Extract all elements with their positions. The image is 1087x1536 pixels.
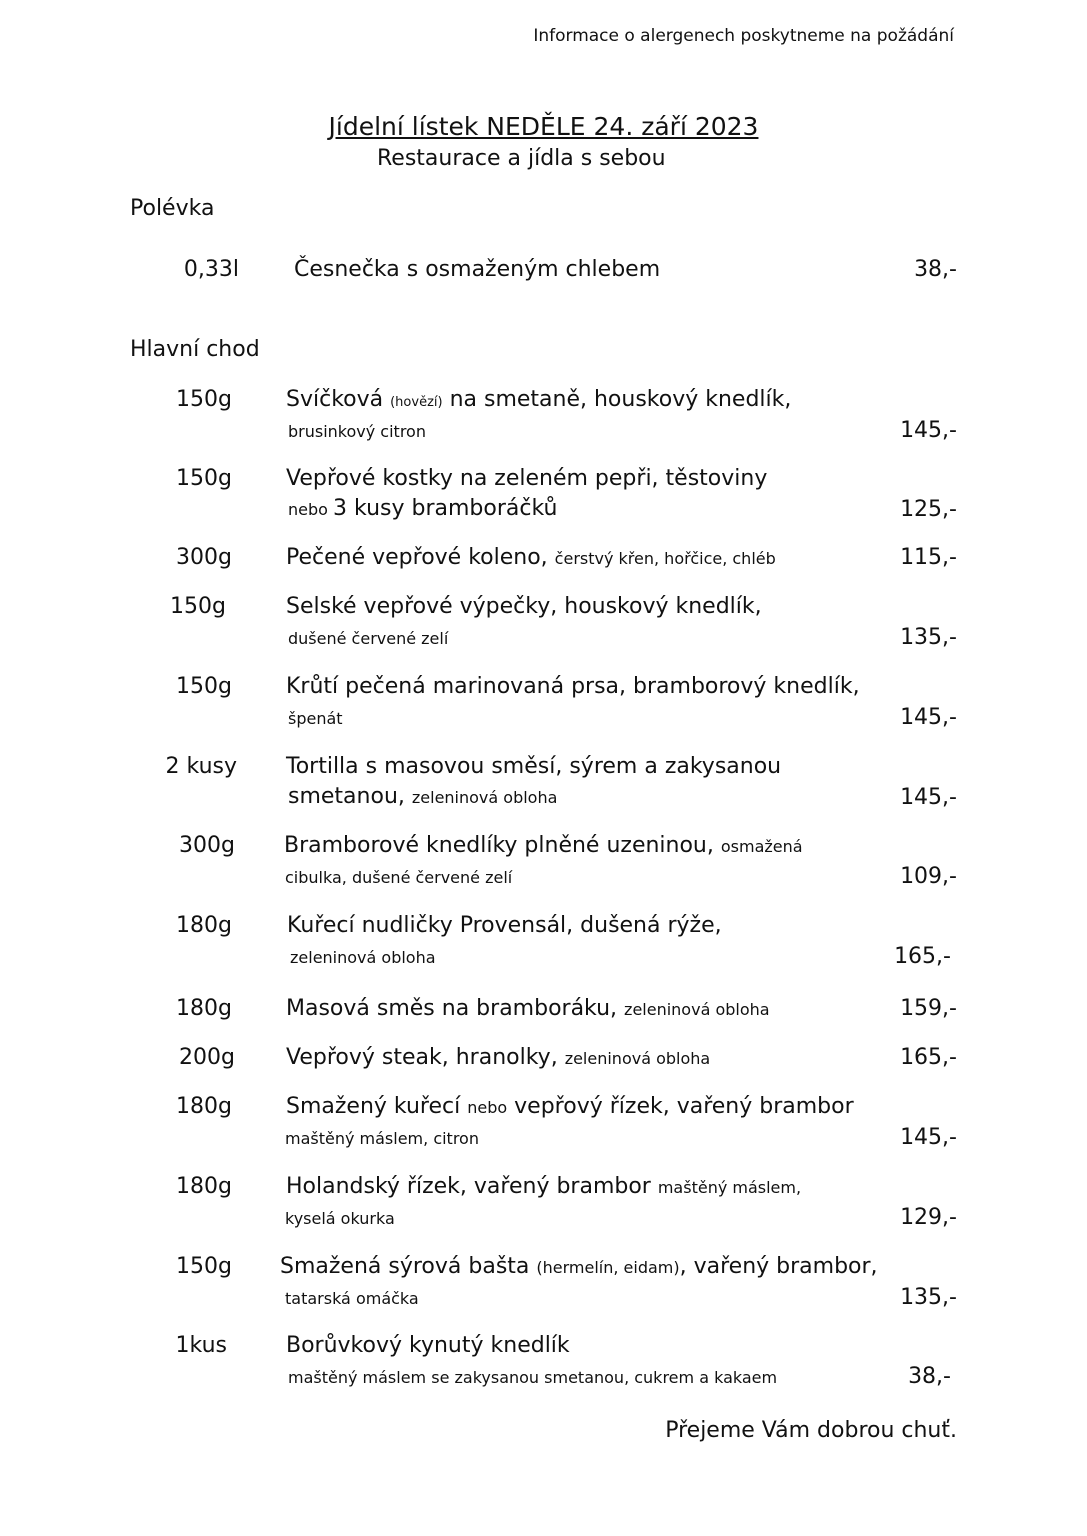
item-qty: 150g — [176, 674, 232, 699]
item-name: Holandský řízek, vařený brambor maštěný máslem, — [286, 1174, 802, 1199]
item-qty: 180g — [176, 1174, 232, 1199]
soup-price: 38,- — [914, 257, 957, 282]
item-name: Svíčková (hovězí) na smetaně, houskový knedlík, — [286, 387, 792, 412]
allergen-notice: Informace o alergenech poskytneme na požádání — [533, 26, 954, 46]
closing-wish: Přejeme Vám dobrou chuť. — [665, 1418, 957, 1443]
item-qty: 150g — [176, 1254, 232, 1279]
item-price: 135,- — [900, 625, 957, 650]
item-name: Smažená sýrová bašta (hermelín, eidam), vařený brambor, — [280, 1254, 878, 1279]
item-price: 109,- — [900, 864, 957, 889]
item-side: zeleninová obloha — [290, 948, 436, 967]
item-price: 115,- — [900, 545, 957, 570]
item-qty: 200g — [179, 1045, 235, 1070]
item-name: Tortilla s masovou směsí, sýrem a zakysanou — [286, 754, 782, 779]
item-name: Smažený kuřecí nebo vepřový řízek, vařený brambor — [286, 1094, 854, 1119]
item-price: 125,- — [900, 497, 957, 522]
item-price: 145,- — [900, 1125, 957, 1150]
item-name: Vepřový steak, hranolky, zeleninová obloha — [286, 1045, 711, 1070]
soup-qty: 0,33l — [183, 257, 239, 282]
item-price: 129,- — [900, 1205, 957, 1230]
item-side: smetanou, zeleninová obloha — [288, 784, 558, 809]
item-qty: 150g — [176, 466, 232, 491]
item-qty: 180g — [176, 1094, 232, 1119]
menu-title — [0, 112, 1087, 141]
item-side: kyselá okurka — [285, 1209, 395, 1228]
item-price: 145,- — [900, 785, 957, 810]
item-price: 165,- — [894, 944, 951, 969]
section-heading-main: Hlavní chod — [130, 337, 260, 362]
menu-title-text: Jídelní lístek NEDĚLE 24. září 2023 — [328, 112, 759, 141]
menu-subtitle: Restaurace a jídla s sebou — [377, 146, 666, 171]
item-price: 165,- — [900, 1045, 957, 1070]
section-heading-soup: Polévka — [130, 196, 215, 221]
item-qty: 2 kusy — [165, 754, 237, 779]
item-name: Borůvkový kynutý knedlík — [286, 1333, 570, 1358]
item-price: 145,- — [900, 705, 957, 730]
item-name: Pečené vepřové koleno, čerstvý křen, hořčice, chléb — [286, 545, 776, 570]
item-qty: 1kus — [175, 1333, 227, 1358]
item-name: Vepřové kostky na zeleném pepři, těstoviny — [286, 466, 768, 491]
item-qty: 300g — [179, 833, 235, 858]
item-name: Selské vepřové výpečky, houskový knedlík, — [286, 594, 762, 619]
item-qty: 300g — [176, 545, 232, 570]
item-name: Krůtí pečená marinovaná prsa, bramborový knedlík, — [286, 674, 860, 699]
item-price: 135,- — [900, 1285, 957, 1310]
soup-name: Česnečka s osmaženým chlebem — [294, 257, 661, 282]
item-price: 38,- — [908, 1364, 951, 1389]
item-qty: 180g — [176, 996, 232, 1021]
item-price: 159,- — [900, 996, 957, 1021]
item-side: cibulka, dušené červené zelí — [285, 868, 513, 887]
item-side: maštěný máslem se zakysanou smetanou, cukrem a kakaem — [288, 1368, 778, 1387]
item-side: dušené červené zelí — [288, 629, 449, 648]
item-side: špenát — [288, 709, 343, 728]
item-qty: 150g — [176, 387, 232, 412]
item-side: brusinkový citron — [288, 422, 426, 441]
item-name: Masová směs na bramboráku, zeleninová obloha — [286, 996, 770, 1021]
item-qty: 180g — [176, 913, 232, 938]
item-qty: 150g — [170, 594, 226, 619]
item-name: Kuřecí nudličky Provensál, dušená rýže, — [287, 913, 722, 938]
item-side: maštěný máslem, citron — [285, 1129, 479, 1148]
item-side: tatarská omáčka — [285, 1289, 419, 1308]
item-name: Bramborové knedlíky plněné uzeninou, osmažená — [284, 833, 803, 858]
item-side: nebo 3 kusy bramboráčků — [288, 496, 558, 521]
item-price: 145,- — [900, 418, 957, 443]
